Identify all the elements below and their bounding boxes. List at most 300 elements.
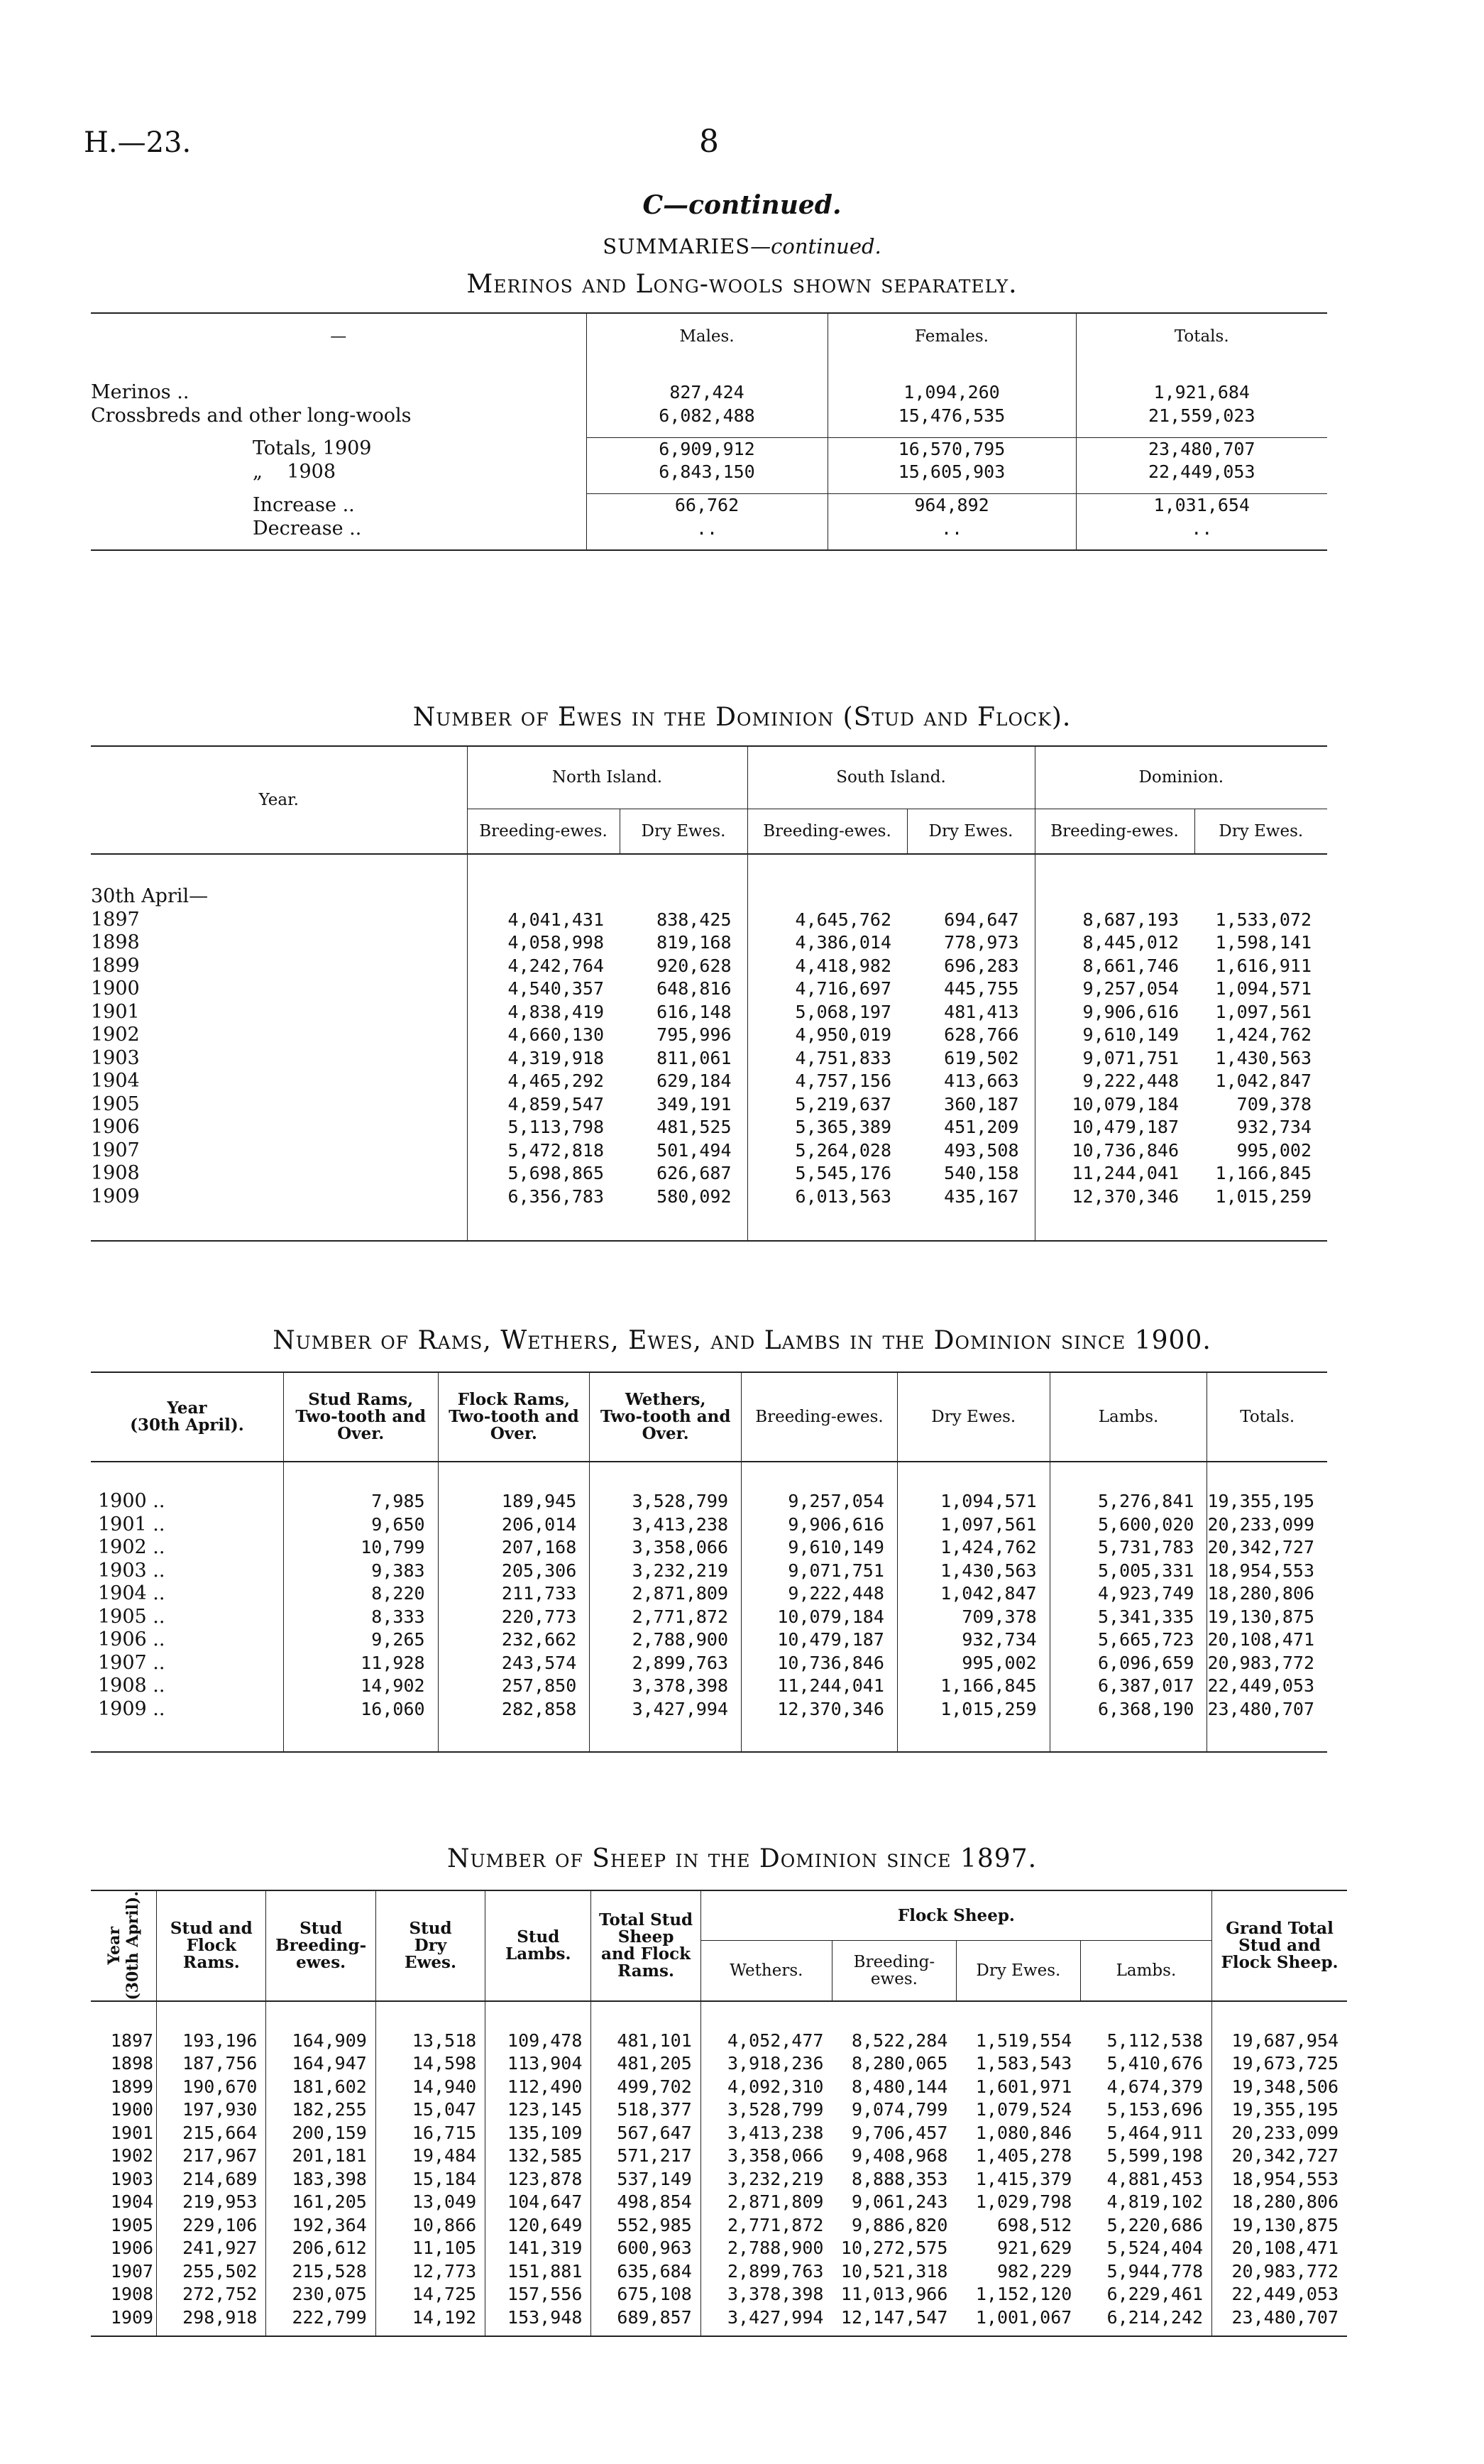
t1-males-cell: 66,762 xyxy=(586,494,828,518)
t3-value-cell: 6,387,017 xyxy=(1050,1675,1207,1698)
t3-header-5: Dry Ewes. xyxy=(897,1372,1050,1462)
t4-value-cell: 183,398 xyxy=(266,2168,375,2191)
t4-year-cell: 1906 xyxy=(91,2237,157,2260)
t2-value-cell: 540,158 xyxy=(907,1162,1035,1186)
t3-year-cell: 1902 .. xyxy=(91,1536,283,1560)
t2-value-cell: 8,445,012 xyxy=(1082,932,1179,953)
t4-value-cell: 200,159 xyxy=(266,2122,375,2145)
t3-row xyxy=(91,1628,1327,1652)
t4-row xyxy=(91,2145,1347,2168)
t4-value-cell: 217,967 xyxy=(157,2145,266,2168)
t3-value-cell: 211,733 xyxy=(438,1582,590,1606)
page-number: 8 xyxy=(699,124,719,160)
t4-value-cell: 1,405,278 xyxy=(975,2145,1072,2167)
t4-value-cell: 215,528 xyxy=(266,2260,375,2284)
t3-value-cell: 20,233,099 xyxy=(1207,1513,1314,1535)
t4-header-4: Total Stud Sheep and Flock Rams. xyxy=(591,1890,700,2001)
t4-sub-3: Lambs. xyxy=(1080,1941,1211,2001)
t3-row xyxy=(91,1560,1327,1583)
t2-value-cell: 5,698,865 xyxy=(507,1163,604,1183)
t2-value-cell: 1,424,762 xyxy=(1215,1024,1312,1045)
t2-value-cell: 6,013,563 xyxy=(795,1186,891,1207)
t3-header-3: Wethers, Two-tooth and Over. xyxy=(590,1372,742,1462)
t1-header-females: Females. xyxy=(828,313,1076,358)
t3-row xyxy=(91,1652,1327,1675)
t3-value-cell: 1,097,561 xyxy=(897,1513,1050,1537)
t4-row xyxy=(91,2260,1347,2284)
t3-year-cell: 1900 .. xyxy=(91,1490,283,1513)
t4-value-cell: 6,229,461 xyxy=(1080,2283,1211,2306)
t3-value-cell: 12,370,346 xyxy=(742,1698,898,1721)
t3-value-cell: 3,358,066 xyxy=(590,1536,742,1560)
t3-value-cell: 207,168 xyxy=(438,1536,590,1560)
t2-value-cell: 481,525 xyxy=(620,1116,747,1139)
t2-value-cell: 4,716,697 xyxy=(795,978,891,999)
t2-value-cell: 4,386,014 xyxy=(795,932,891,953)
t1-row-label: „ 1908 xyxy=(91,461,586,484)
t4-value-cell: 2,788,900 xyxy=(727,2238,824,2259)
t4-value-cell: 206,612 xyxy=(266,2237,375,2260)
t2-row xyxy=(91,1093,1327,1117)
t3-value-cell: 18,280,806 xyxy=(1207,1583,1314,1604)
t4-value-cell: 5,524,404 xyxy=(1080,2237,1211,2260)
t4-value-cell: 3,427,994 xyxy=(727,2306,824,2328)
t2-value-cell: 811,061 xyxy=(620,1047,747,1071)
t2-value-cell: 9,906,616 xyxy=(1082,1001,1179,1022)
t3-value-cell: 4,923,749 xyxy=(1050,1582,1207,1606)
t4-value-cell: 18,954,553 xyxy=(1231,2168,1339,2189)
report-code: H.—23. xyxy=(84,126,192,159)
t4-value-cell: 20,108,471 xyxy=(1231,2238,1339,2259)
t4-value-cell: 5,944,778 xyxy=(1080,2260,1211,2284)
t4-row xyxy=(91,2306,1347,2330)
t4-value-cell: 3,413,238 xyxy=(727,2122,824,2143)
t2-value-cell: 580,092 xyxy=(620,1186,747,1209)
t3-value-cell: 6,368,190 xyxy=(1050,1698,1207,1721)
t3-value-cell: 10,736,846 xyxy=(742,1652,898,1675)
t4-value-cell: 201,181 xyxy=(266,2145,375,2168)
t4-value-cell: 498,854 xyxy=(591,2191,700,2214)
t3-value-cell: 3,232,219 xyxy=(590,1560,742,1583)
t2-year-cell: 1900 xyxy=(91,978,467,1001)
t2-value-cell: 995,002 xyxy=(1236,1139,1312,1161)
t2-value-cell: 4,757,156 xyxy=(795,1071,891,1091)
t2-header-south: South Island. xyxy=(747,746,1035,809)
t3-value-cell: 220,773 xyxy=(438,1606,590,1629)
t4-value-cell: 982,229 xyxy=(996,2260,1072,2282)
t1-females-cell: 16,570,795 xyxy=(828,437,1076,461)
t2-value-cell: 4,058,998 xyxy=(507,932,604,953)
spacer-row xyxy=(91,1208,1327,1241)
table1-title: Merinos and Long-wools shown separately. xyxy=(466,270,1018,299)
t4-value-cell: 11,013,966 xyxy=(840,2284,948,2305)
t4-value-cell: 5,153,696 xyxy=(1080,2098,1211,2122)
t4-value-cell: 15,047 xyxy=(375,2098,485,2122)
t4-row xyxy=(91,2283,1347,2306)
t2-value-cell: 10,736,846 xyxy=(1072,1139,1179,1161)
t4-row xyxy=(91,2191,1347,2214)
t1-row xyxy=(91,405,1327,428)
t4-value-cell: 182,255 xyxy=(266,2098,375,2122)
t2-value-cell: 648,816 xyxy=(620,978,747,1001)
t4-value-cell: 135,109 xyxy=(485,2122,591,2145)
t3-value-cell: 11,244,041 xyxy=(742,1675,898,1698)
t2-value-cell: 4,838,419 xyxy=(507,1001,604,1022)
t2-row xyxy=(91,1139,1327,1163)
t2-value-cell: 9,257,054 xyxy=(1082,978,1179,999)
t4-header-flock: Flock Sheep. xyxy=(700,1890,1211,1941)
t4-value-cell: 193,196 xyxy=(157,2030,266,2053)
t4-year-cell: 1898 xyxy=(91,2052,157,2076)
t4-value-cell: 153,948 xyxy=(485,2306,591,2330)
t4-value-cell: 10,521,318 xyxy=(840,2260,948,2282)
t3-value-cell: 16,060 xyxy=(283,1698,438,1721)
t4-value-cell: 8,888,353 xyxy=(851,2168,948,2189)
t2-row xyxy=(91,1186,1327,1209)
t4-value-cell: 3,528,799 xyxy=(727,2099,824,2120)
t3-value-cell: 5,665,723 xyxy=(1050,1628,1207,1652)
t2-value-cell: 5,365,389 xyxy=(795,1117,891,1137)
t4-value-cell: 19,673,725 xyxy=(1231,2053,1339,2074)
t2-value-cell: 10,479,187 xyxy=(1072,1117,1179,1137)
t4-value-cell: 22,449,053 xyxy=(1231,2284,1339,2305)
t4-value-cell: 214,689 xyxy=(157,2168,266,2191)
t4-value-cell: 19,348,506 xyxy=(1231,2076,1339,2097)
t3-year-cell: 1907 .. xyxy=(91,1652,283,1675)
t3-row xyxy=(91,1490,1327,1513)
t1-row-label: Merinos .. xyxy=(91,381,586,405)
t4-value-cell: 5,112,538 xyxy=(1080,2030,1211,2053)
t2-value-cell: 1,430,563 xyxy=(1215,1047,1312,1068)
t3-value-cell: 9,906,616 xyxy=(742,1513,898,1537)
t4-value-cell: 151,881 xyxy=(485,2260,591,2284)
t3-value-cell: 9,257,054 xyxy=(742,1490,898,1513)
t1-header-blank: — xyxy=(91,313,586,358)
t2-value-cell: 4,645,762 xyxy=(795,909,891,930)
t2-value-cell: 619,502 xyxy=(907,1047,1035,1071)
t2-year-cell: 1897 xyxy=(91,909,467,932)
t4-value-cell: 552,985 xyxy=(591,2214,700,2238)
t3-value-cell: 8,333 xyxy=(283,1606,438,1629)
t4-value-cell: 3,358,066 xyxy=(727,2145,824,2167)
t2-sub-dry: Dry Ewes. xyxy=(907,809,1035,854)
t2-value-cell: 838,425 xyxy=(620,909,747,932)
t2-value-cell: 628,766 xyxy=(907,1024,1035,1047)
t3-header-0: Year (30th April). xyxy=(91,1372,283,1462)
t2-value-cell: 709,378 xyxy=(1236,1093,1312,1115)
t3-value-cell: 5,600,020 xyxy=(1050,1513,1207,1537)
t4-value-cell: 2,771,872 xyxy=(727,2214,824,2235)
t3-value-cell: 1,424,762 xyxy=(897,1536,1050,1560)
t3-row xyxy=(91,1698,1327,1721)
t2-value-cell: 1,094,571 xyxy=(1215,978,1312,999)
t1-totals-cell: 23,480,707 xyxy=(1076,437,1327,461)
t2-value-cell: 626,687 xyxy=(620,1162,747,1186)
t2-date-row xyxy=(91,885,1327,909)
t2-value-cell: 616,148 xyxy=(620,1001,747,1024)
t4-value-cell: 14,940 xyxy=(375,2076,485,2099)
t2-row xyxy=(91,1116,1327,1139)
t2-value-cell: 4,859,547 xyxy=(507,1093,604,1115)
t4-value-cell: 4,674,379 xyxy=(1080,2076,1211,2099)
t3-row xyxy=(91,1536,1327,1560)
t2-value-cell: 493,508 xyxy=(907,1139,1035,1163)
t4-value-cell: 9,061,243 xyxy=(851,2191,948,2213)
section-continued-title: C—continued. xyxy=(642,190,842,220)
t2-value-cell: 4,751,833 xyxy=(795,1047,891,1068)
t4-value-cell: 19,130,875 xyxy=(1231,2214,1339,2235)
t2-value-cell: 451,209 xyxy=(907,1116,1035,1139)
t3-header-7: Totals. xyxy=(1240,1408,1295,1426)
t4-value-cell: 181,602 xyxy=(266,2076,375,2099)
t2-year-cell: 1901 xyxy=(91,1001,467,1024)
t2-value-cell: 1,015,259 xyxy=(1215,1186,1312,1207)
t4-year-cell: 1901 xyxy=(91,2122,157,2145)
t4-value-cell: 13,518 xyxy=(375,2030,485,2053)
t1-females-cell: 964,892 xyxy=(828,494,1076,518)
spacer-row xyxy=(91,1721,1327,1752)
t4-year-cell: 1905 xyxy=(91,2214,157,2238)
t4-value-cell: 230,075 xyxy=(266,2283,375,2306)
t4-header-year-text: Year (30th April). xyxy=(105,1891,143,2000)
t2-year-cell: 1908 xyxy=(91,1162,467,1186)
t4-value-cell: 19,687,954 xyxy=(1231,2030,1339,2051)
t1-totals-cell: .. xyxy=(1191,518,1213,539)
t2-value-cell: 5,264,028 xyxy=(795,1139,891,1161)
t4-value-cell: 689,857 xyxy=(591,2306,700,2330)
t3-year-cell: 1903 .. xyxy=(91,1560,283,1583)
t1-row xyxy=(91,381,1327,405)
t4-value-cell: 5,410,676 xyxy=(1080,2052,1211,2076)
t2-value-cell: 920,628 xyxy=(620,955,747,978)
t4-row xyxy=(91,2237,1347,2260)
t4-year-cell: 1909 xyxy=(91,2306,157,2330)
t3-value-cell: 20,108,471 xyxy=(1207,1629,1314,1650)
t2-value-cell: 4,660,130 xyxy=(507,1024,604,1045)
t2-value-cell: 9,610,149 xyxy=(1082,1024,1179,1045)
t1-row-label: Increase .. xyxy=(91,494,586,518)
spacer-row xyxy=(91,427,1327,437)
t2-header-year: Year. xyxy=(91,746,467,854)
t3-value-cell: 282,858 xyxy=(438,1698,590,1721)
t4-value-cell: 192,364 xyxy=(266,2214,375,2238)
t4-row xyxy=(91,2122,1347,2145)
t4-sub-0: Wethers. xyxy=(700,1941,832,2001)
t4-value-cell: 141,319 xyxy=(485,2237,591,2260)
t3-value-cell: 10,799 xyxy=(283,1536,438,1560)
t1-row-label: Totals, 1909 xyxy=(91,437,586,461)
t2-value-cell: 9,222,448 xyxy=(1082,1071,1179,1091)
t2-year-cell: 1903 xyxy=(91,1047,467,1071)
t1-males-cell: .. xyxy=(586,518,828,541)
t4-value-cell: 4,092,310 xyxy=(727,2076,824,2097)
t4-value-cell: 123,145 xyxy=(485,2098,591,2122)
t3-value-cell: 206,014 xyxy=(438,1513,590,1537)
t2-value-cell: 6,356,783 xyxy=(507,1186,604,1207)
t3-year-cell: 1904 .. xyxy=(91,1582,283,1606)
t3-value-cell: 22,449,053 xyxy=(1207,1675,1314,1696)
t2-sub-dry: Dry Ewes. xyxy=(620,809,747,854)
t3-value-cell: 1,015,259 xyxy=(897,1698,1050,1721)
t3-value-cell: 709,378 xyxy=(897,1606,1050,1629)
t3-value-cell: 9,071,751 xyxy=(742,1560,898,1583)
t1-males-cell: 827,424 xyxy=(586,381,828,405)
t4-value-cell: 20,342,727 xyxy=(1231,2145,1339,2167)
t2-row xyxy=(91,1001,1327,1024)
t4-value-cell: 190,670 xyxy=(157,2076,266,2099)
t4-value-cell: 4,052,477 xyxy=(727,2030,824,2051)
t3-value-cell: 1,042,847 xyxy=(897,1582,1050,1606)
t4-value-cell: 5,220,686 xyxy=(1080,2214,1211,2238)
t4-header-year xyxy=(91,1890,157,2001)
t4-value-cell: 9,074,799 xyxy=(851,2099,948,2120)
t2-value-cell: 629,184 xyxy=(620,1070,747,1093)
t1-totals-cell: 1,031,654 xyxy=(1076,494,1327,518)
t3-value-cell: 23,480,707 xyxy=(1207,1698,1314,1719)
t2-sub-breeding: Breeding-ewes. xyxy=(1035,809,1194,854)
t1-header-totals: Totals. xyxy=(1174,327,1229,346)
t3-value-cell: 10,479,187 xyxy=(742,1628,898,1652)
t4-value-cell: 12,773 xyxy=(375,2260,485,2284)
t1-row xyxy=(91,494,1327,518)
t4-sub-2: Dry Ewes. xyxy=(956,1941,1080,2001)
t2-year-cell: 1904 xyxy=(91,1070,467,1093)
t2-row xyxy=(91,1024,1327,1047)
t2-row xyxy=(91,931,1327,955)
t4-value-cell: 215,664 xyxy=(157,2122,266,2145)
t4-row xyxy=(91,2168,1347,2191)
rams-wethers-table xyxy=(91,1371,1327,1753)
t4-header-1: Stud Breeding- ewes. xyxy=(266,1890,375,2001)
ewes-table xyxy=(91,745,1327,1242)
t3-value-cell: 189,945 xyxy=(438,1490,590,1513)
t3-value-cell: 20,983,772 xyxy=(1207,1652,1314,1673)
t2-value-cell: 1,042,847 xyxy=(1215,1071,1312,1091)
t2-value-cell: 4,465,292 xyxy=(507,1071,604,1091)
t1-females-cell: 15,605,903 xyxy=(828,461,1076,484)
t2-row xyxy=(91,909,1327,932)
t4-value-cell: 222,799 xyxy=(266,2306,375,2330)
t1-males-cell: 6,909,912 xyxy=(586,437,828,461)
t3-row xyxy=(91,1606,1327,1629)
t4-value-cell: 15,184 xyxy=(375,2168,485,2191)
t4-value-cell: 23,480,707 xyxy=(1231,2306,1339,2328)
t1-females-cell: 15,476,535 xyxy=(828,405,1076,428)
t2-value-cell: 5,545,176 xyxy=(795,1163,891,1183)
t3-value-cell: 19,130,875 xyxy=(1207,1606,1314,1627)
t4-row xyxy=(91,2098,1347,2122)
t4-value-cell: 698,512 xyxy=(996,2214,1072,2235)
t2-value-cell: 413,663 xyxy=(907,1070,1035,1093)
t4-value-cell: 5,599,198 xyxy=(1080,2145,1211,2168)
t4-value-cell: 567,647 xyxy=(591,2122,700,2145)
t4-value-cell: 1,152,120 xyxy=(975,2284,1072,2305)
t4-value-cell: 6,214,242 xyxy=(1080,2306,1211,2330)
t2-value-cell: 5,113,798 xyxy=(507,1117,604,1137)
spacer-row xyxy=(91,358,1327,381)
t1-totals-cell: 1,921,684 xyxy=(1153,382,1250,403)
t4-value-cell: 229,106 xyxy=(157,2214,266,2238)
t2-sub-breeding: Breeding-ewes. xyxy=(467,809,620,854)
t3-year-cell: 1901 .. xyxy=(91,1513,283,1537)
t4-value-cell: 10,866 xyxy=(375,2214,485,2238)
t2-value-cell: 1,533,072 xyxy=(1215,909,1312,930)
t3-value-cell: 1,094,571 xyxy=(897,1490,1050,1513)
t4-value-cell: 164,909 xyxy=(266,2030,375,2053)
t2-header-dominion: Dominion. xyxy=(1035,746,1327,809)
t2-value-cell: 5,219,637 xyxy=(795,1093,891,1115)
t3-value-cell: 19,355,195 xyxy=(1207,1491,1314,1511)
t4-value-cell: 1,080,846 xyxy=(975,2122,1072,2143)
t3-value-cell: 5,276,841 xyxy=(1050,1490,1207,1513)
t4-value-cell: 255,502 xyxy=(157,2260,266,2284)
t1-row xyxy=(91,437,1327,461)
t4-year-cell: 1897 xyxy=(91,2030,157,2053)
t3-value-cell: 205,306 xyxy=(438,1560,590,1583)
merinos-longwools-table xyxy=(91,312,1327,551)
t2-value-cell: 932,734 xyxy=(1236,1117,1312,1137)
t2-row xyxy=(91,1162,1327,1186)
t4-value-cell: 499,702 xyxy=(591,2076,700,2099)
t1-row xyxy=(91,518,1327,541)
t2-value-cell: 778,973 xyxy=(907,931,1035,955)
t1-males-cell: 6,082,488 xyxy=(586,405,828,428)
t4-value-cell: 12,147,547 xyxy=(840,2306,948,2328)
t4-row xyxy=(91,2214,1347,2238)
t4-value-cell: 571,217 xyxy=(591,2145,700,2168)
t4-value-cell: 8,522,284 xyxy=(851,2030,948,2051)
t3-row xyxy=(91,1513,1327,1537)
t2-sub-dry: Dry Ewes. xyxy=(1219,821,1304,841)
t4-row xyxy=(91,2030,1347,2053)
t4-value-cell: 16,715 xyxy=(375,2122,485,2145)
t3-value-cell: 3,378,398 xyxy=(590,1675,742,1698)
t2-sub-breeding: Breeding-ewes. xyxy=(747,809,907,854)
t2-value-cell: 4,540,357 xyxy=(507,978,604,999)
t4-value-cell: 113,904 xyxy=(485,2052,591,2076)
t4-value-cell: 8,280,065 xyxy=(851,2053,948,2074)
t4-value-cell: 19,484 xyxy=(375,2145,485,2168)
t3-value-cell: 6,096,659 xyxy=(1050,1652,1207,1675)
t3-value-cell: 2,899,763 xyxy=(590,1652,742,1675)
t3-value-cell: 9,383 xyxy=(283,1560,438,1583)
t2-value-cell: 696,283 xyxy=(907,955,1035,978)
t3-value-cell: 9,265 xyxy=(283,1628,438,1652)
t2-value-cell: 1,097,561 xyxy=(1215,1001,1312,1022)
table3-title: Number of Rams, Wethers, Ewes, and Lambs in the Dominion since 1900. xyxy=(273,1326,1211,1355)
spacer-row xyxy=(91,540,1327,550)
t3-header-6: Lambs. xyxy=(1050,1372,1207,1462)
t4-value-cell: 120,649 xyxy=(485,2214,591,2238)
spacer-row xyxy=(91,2001,1347,2030)
t3-value-cell: 9,610,149 xyxy=(742,1536,898,1560)
t3-header-2: Flock Rams, Two-tooth and Over. xyxy=(438,1372,590,1462)
t4-value-cell: 481,101 xyxy=(591,2030,700,2053)
t4-value-cell: 1,079,524 xyxy=(975,2099,1072,2120)
t3-value-cell: 257,850 xyxy=(438,1675,590,1698)
t3-value-cell: 3,528,799 xyxy=(590,1490,742,1513)
t4-value-cell: 197,930 xyxy=(157,2098,266,2122)
t3-year-cell: 1905 .. xyxy=(91,1606,283,1629)
t4-value-cell: 298,918 xyxy=(157,2306,266,2330)
t4-value-cell: 3,918,236 xyxy=(727,2053,824,2074)
t4-value-cell: 272,752 xyxy=(157,2283,266,2306)
t4-row xyxy=(91,2076,1347,2099)
t2-year-cell: 1898 xyxy=(91,931,467,955)
summaries-title: SUMMARIES—continued. xyxy=(603,234,881,258)
t1-females-cell: 1,094,260 xyxy=(828,381,1076,405)
t3-value-cell: 3,413,238 xyxy=(590,1513,742,1537)
